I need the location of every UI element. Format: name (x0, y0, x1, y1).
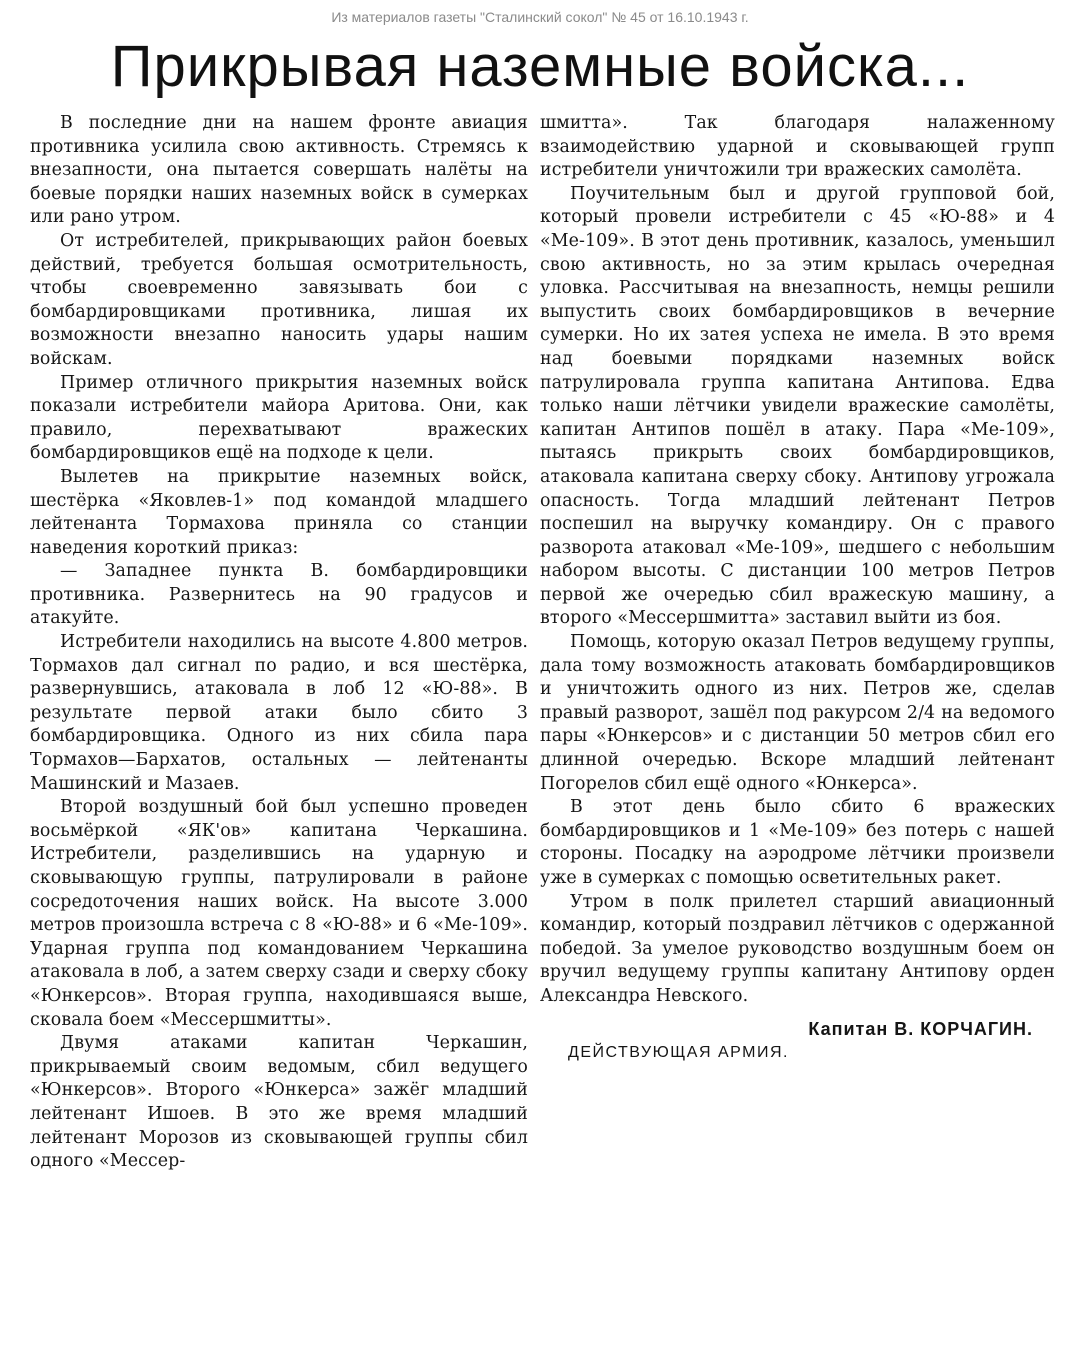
paragraph: Пример отличного прикрытия наземных войск показали истребители майора Аритова. Они, как правило, перехватывают вражеских бомбардировщиков ещё на подходе к цели. (30, 372, 528, 464)
author-byline: Капитан В. КОРЧАГИН. (808, 1018, 1033, 1039)
paragraph: Помощь, которую оказал Петров ведущему группы, дала тому возможность атаковать бомбардировщиков и уничтожить одного из них. Петров же, сделав правый разворот, зашёл под ракурсом 2/4 на ведомого пары «Юнкерсов» и с дистанции 50 метров сбил его длинной очередью. Вскоре младший лейтенант Погорелов сбил ещё одного «Юнкерса». (540, 632, 1055, 794)
article-headline: Прикрывая наземные войска... (110, 34, 970, 99)
paragraph: — Западнее пункта В. бомбардировщики противника. Развернитесь на 90 градусов и атакуйте. (30, 561, 528, 629)
paragraph: Второй воздушный бой был успешно проведен восьмёркой «ЯК'ов» капитана Черкашина. Истребители, разделившись на ударную и сковывающую группы, патрулировали в районе сосредоточения наших войск. На высоте 3.000 метров произошла встреча с 8 «Ю-88» и 6 «Ме-109». Ударная группа под командованием Черкашина атаковала в лоб, а затем сверху сзади и сверху сбоку «Юнкерсов». Вторая группа, находившаяся выше, сковала боем «Мессершмитты». (30, 797, 528, 1030)
paragraph: От истребителей, прикрывающих район боевых действий, требуется большая осмотрительность, чтобы своевременно завязывать бои с бомбардировщиками противника, лишая их возможности внезапно наносить удары нашим войскам. (30, 230, 528, 369)
author-unit: ДЕЙСТВУЮЩАЯ АРМИЯ. (568, 1043, 789, 1061)
paragraph: В последние дни на нашем фронте авиация противника усилила свою активность. Стремясь к внезапности, она пытается совершать налёты на боевые порядки наших наземных войск в сумерках или рано утром. (30, 113, 528, 228)
left-column (30, 112, 528, 1174)
source-caption: Из материалов газеты "Сталинский сокол" № 45 от 16.10.1943 г. (331, 9, 749, 25)
paragraph-continuation: шмитта». Так благодаря налаженному взаимодействию ударной и сковывающей групп истребители уничтожили три вражеских самолёта. (540, 113, 1055, 181)
paragraph: Утром в полк прилетел старший авиационный командир, который поздравил лётчиков с одержанной победой. За умелое руководство воздушным боем он вручил ведущему группы капитану Антипову орден Александра Невского. (540, 891, 1055, 1006)
right-column (540, 112, 1055, 1062)
paragraph: Истребители находились на высоте 4.800 метров. Тормахов дал сигнал по радио, и вся шестёрка, развернувшись, атаковала в лоб 12 «Ю-88». В результате первой атаки было сбито 3 бомбардировщика. Одного из них сбила пара Тормахов—Бархатов, остальных — лейтенанты Машинский и Мазаев. (30, 632, 528, 794)
paragraph: Двумя атаками капитан Черкашин, прикрываемый своим ведомым, сбил ведущего «Юнкерсов». Второго «Юнкерса» зажёг младший лейтенант Ишоев. В это же время младший лейтенант Морозов из сковывающей группы сбил одного «Мессер- (30, 1033, 528, 1172)
paragraph: В этот день было сбито 6 вражеских бомбардировщиков и 1 «Ме-109» без потерь с нашей стороны. Посадку на аэродроме лётчики произвели уже в сумерках с помощью осветительных ракет. (540, 797, 1055, 888)
paragraph: Поучительным был и другой групповой бой, который провели истребители с 45 «Ю-88» и 4 «Ме-109». В этот день противник, казалось, уменьшил свою активность, но за этим крылась очередная уловка. Рассчитывая на внезапность, немцы решили выпустить своих бомбардировщиков в вечерние сумерки. Но их затея успеха не имела. В это время над боевыми порядками наземных войск патрулировала группа капитана Антипова. Едва только наши лётчики увидели вражеские самолёты, капитан Антипов пошёл в атаку. Пара «Ме-109», пытаясь прикрыть своих бомбардировщиков, атаковала капитана сверху сбоку. Антипову угрожала опасность. Тогда младший лейтенант Петров поспешил на выручку командиру. Он с правого разворота атаковал «Ме-109», шедшего с небольшим набором высоты. С дистанции 100 метров Петров первой же очередью сбил вражескую машину, а второго «Мессершмитта» заставил выйти из боя. (540, 183, 1055, 629)
paragraph: Вылетев на прикрытие наземных войск, шестёрка «Яковлев-1» под командой младшего лейтенанта Тормахова приняла со станции наведения короткий приказ: (30, 466, 528, 558)
